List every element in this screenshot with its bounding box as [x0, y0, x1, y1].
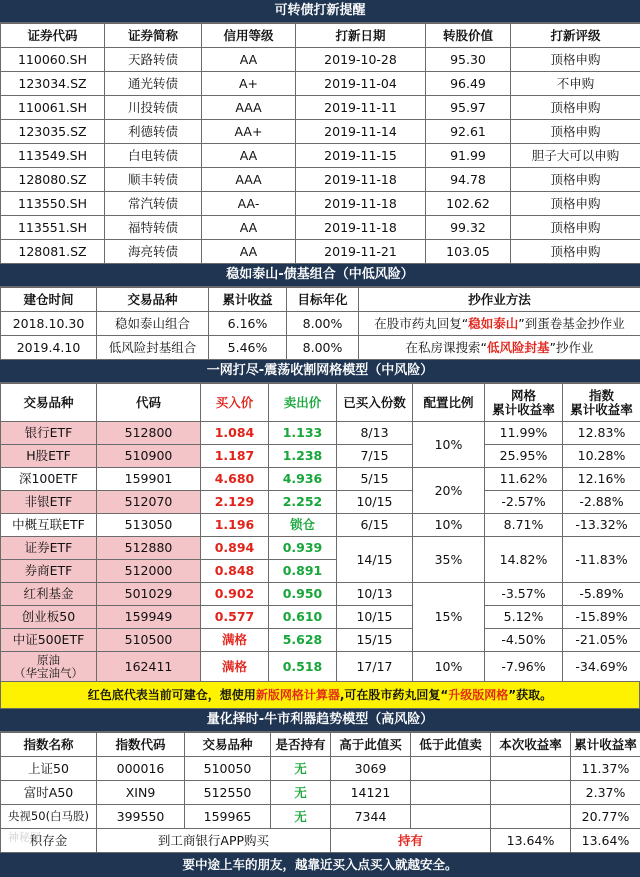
table-cell: 3069	[331, 757, 411, 781]
table-cell: 顶格申购	[511, 192, 640, 216]
table-cell: 159949	[97, 606, 201, 629]
table-row	[1, 829, 640, 853]
table-cell: -2.57%	[485, 491, 563, 514]
col-header: 网格 累计收益率	[485, 384, 563, 422]
table-cell	[411, 805, 491, 829]
table-row	[1, 468, 640, 491]
table-cell: 14/15	[337, 537, 413, 583]
table-cell: 501029	[97, 583, 201, 606]
bond-fund-table	[0, 287, 640, 360]
table-cell: 103.05	[426, 240, 511, 264]
table-row	[1, 192, 640, 216]
table-row	[1, 445, 640, 468]
watermark: 神秘网	[8, 829, 41, 845]
table-cell: 1.238	[269, 445, 337, 468]
table-cell: AA	[202, 216, 296, 240]
table-cell: 非银ETF	[1, 491, 97, 514]
col-header: 累计收益	[209, 288, 287, 312]
table-cell: 不申购	[511, 72, 640, 96]
trend-model-table	[0, 732, 640, 853]
table-row	[1, 96, 640, 120]
table-cell: 券商ETF	[1, 560, 97, 583]
table-row	[1, 514, 640, 537]
table-cell: 20.77%	[571, 805, 640, 829]
col-header: 本次收益率	[491, 733, 571, 757]
table-row	[1, 72, 640, 96]
convertible-bond-table	[0, 23, 640, 264]
table-cell: 中概互联ETF	[1, 514, 97, 537]
table-cell: 25.95%	[485, 445, 563, 468]
table-cell: 红利基金	[1, 583, 97, 606]
table-cell: 白电转债	[105, 144, 202, 168]
note-text: 红色底代表当前可建仓，想使用	[88, 688, 256, 702]
table-cell: 6.16%	[209, 312, 287, 336]
table-cell: 11.37%	[571, 757, 640, 781]
table-cell: 10/13	[337, 583, 413, 606]
grid-model-title: 一网打尽-震荡收割网格模型（中风险）	[0, 360, 640, 383]
table-cell: 91.99	[426, 144, 511, 168]
table-cell: 持有	[331, 829, 491, 853]
table-cell: 113549.SH	[1, 144, 105, 168]
table-cell: AA	[202, 48, 296, 72]
table-row	[1, 422, 640, 445]
table-cell: -3.57%	[485, 583, 563, 606]
table-cell: 深100ETF	[1, 468, 97, 491]
table-row	[1, 652, 640, 682]
table-header-row	[1, 733, 640, 757]
col-header: 转股价值	[426, 24, 511, 48]
table-cell: 8.00%	[287, 312, 359, 336]
table-cell: 12.83%	[563, 422, 640, 445]
col-header: 打新评级	[511, 24, 640, 48]
table-cell: 110061.SH	[1, 96, 105, 120]
table-cell: 2.129	[201, 491, 269, 514]
col-header: 是否持有	[271, 733, 331, 757]
table-cell: 10.28%	[563, 445, 640, 468]
table-cell: 通光转债	[105, 72, 202, 96]
table-cell: 5.46%	[209, 336, 287, 360]
col-header: 抄作业方法	[359, 288, 640, 312]
table-cell: 2018.10.30	[1, 312, 97, 336]
table-cell: 94.78	[426, 168, 511, 192]
table-cell: 富时A50	[1, 781, 97, 805]
table-cell: 4.680	[201, 468, 269, 491]
table-row	[1, 312, 640, 336]
grid-note	[0, 682, 640, 709]
table-row	[1, 805, 640, 829]
table-cell: 512000	[97, 560, 201, 583]
table-cell: 利德转债	[105, 120, 202, 144]
table-cell: 92.61	[426, 120, 511, 144]
table-cell: 川投转债	[105, 96, 202, 120]
table-cell: 510900	[97, 445, 201, 468]
table-cell	[491, 757, 571, 781]
method-highlight: 稳如泰山	[468, 316, 518, 331]
note-text: ”获取。	[508, 688, 552, 702]
table-header-row	[1, 288, 640, 312]
table-cell: 513050	[97, 514, 201, 537]
table-cell: 1.187	[201, 445, 269, 468]
table-cell: 8.00%	[287, 336, 359, 360]
table-cell: 银行ETF	[1, 422, 97, 445]
table-cell: 到工商银行APP购买	[97, 829, 331, 853]
convertible-bond-title: 可转债打新提醒	[0, 0, 640, 23]
table-cell: 积存金	[1, 829, 97, 853]
table-row	[1, 583, 640, 606]
table-cell: 原油 （华宝油气）	[1, 652, 97, 682]
table-row	[1, 144, 640, 168]
grid-model-table	[0, 383, 640, 682]
col-header: 建仓时间	[1, 288, 97, 312]
col-header: 打新日期	[296, 24, 426, 48]
col-header: 买入价	[201, 384, 269, 422]
table-cell: 中证500ETF	[1, 629, 97, 652]
table-cell: 顺丰转债	[105, 168, 202, 192]
table-cell: 2019-11-11	[296, 96, 426, 120]
table-cell: 99.32	[426, 216, 511, 240]
table-row	[1, 120, 640, 144]
col-header: 交易品种	[185, 733, 271, 757]
col-header: 证券代码	[1, 24, 105, 48]
table-row	[1, 757, 640, 781]
table-cell: 512070	[97, 491, 201, 514]
table-cell: 2.252	[269, 491, 337, 514]
table-cell: 0.848	[201, 560, 269, 583]
table-cell: 110060.SH	[1, 48, 105, 72]
table-cell: 95.97	[426, 96, 511, 120]
col-header: 代码	[97, 384, 201, 422]
table-cell: 2019-11-04	[296, 72, 426, 96]
table-cell	[491, 781, 571, 805]
table-cell: 顶格申购	[511, 168, 640, 192]
table-cell: -5.89%	[563, 583, 640, 606]
table-cell: -15.89%	[563, 606, 640, 629]
table-cell: 13.64%	[571, 829, 640, 853]
table-row	[1, 491, 640, 514]
table-cell: 福特转债	[105, 216, 202, 240]
col-header: 高于此值买	[331, 733, 411, 757]
table-cell: 0.577	[201, 606, 269, 629]
table-cell: AA	[202, 240, 296, 264]
table-cell: 5/15	[337, 468, 413, 491]
col-header: 卖出价	[269, 384, 337, 422]
table-cell: 顶格申购	[511, 240, 640, 264]
table-cell: 0.894	[201, 537, 269, 560]
table-cell: -13.32%	[563, 514, 640, 537]
table-cell: 1.133	[269, 422, 337, 445]
table-cell: -7.96%	[485, 652, 563, 682]
table-cell: 顶格申购	[511, 216, 640, 240]
table-cell: AA	[202, 144, 296, 168]
table-cell: 13.64%	[491, 829, 571, 853]
table-row	[1, 48, 640, 72]
table-cell: 6/15	[337, 514, 413, 537]
table-cell: 8.71%	[485, 514, 563, 537]
table-cell: 17/17	[337, 652, 413, 682]
table-cell: 顶格申购	[511, 48, 640, 72]
col-header: 已买入份数	[337, 384, 413, 422]
table-cell: 5.628	[269, 629, 337, 652]
table-cell: AAA	[202, 96, 296, 120]
table-cell	[411, 757, 491, 781]
table-cell: 创业板50	[1, 606, 97, 629]
table-cell: 无	[271, 805, 331, 829]
method-text: ”抄作业	[550, 340, 594, 355]
table-row	[1, 537, 640, 560]
table-cell: 0.950	[269, 583, 337, 606]
table-cell: 上证50	[1, 757, 97, 781]
table-cell: 159901	[97, 468, 201, 491]
table-cell: 15%	[413, 583, 485, 652]
col-header: 低于此值卖	[411, 733, 491, 757]
table-cell: 4.936	[269, 468, 337, 491]
note-text: ,可在股市药丸回复“	[340, 688, 448, 702]
table-cell: 0.891	[269, 560, 337, 583]
footer-banner: 要中途上车的朋友，越靠近买入点买入就越安全。	[0, 853, 640, 877]
table-cell: -21.05%	[563, 629, 640, 652]
col-header: 证券简称	[105, 24, 202, 48]
table-cell: 满格	[201, 629, 269, 652]
table-cell: 低风险封基组合	[97, 336, 209, 360]
table-cell: 无	[271, 757, 331, 781]
table-cell: 天路转债	[105, 48, 202, 72]
table-cell	[411, 781, 491, 805]
table-cell: 14121	[331, 781, 411, 805]
table-cell: 399550	[97, 805, 185, 829]
table-cell: AAA	[202, 168, 296, 192]
col-header: 信用等级	[202, 24, 296, 48]
col-header: 指数名称	[1, 733, 97, 757]
table-cell: 512800	[97, 422, 201, 445]
table-cell: 海亮转债	[105, 240, 202, 264]
table-cell: A+	[202, 72, 296, 96]
table-cell: 央视50(白马股)	[1, 805, 97, 829]
table-cell: 14.82%	[485, 537, 563, 583]
table-cell: 顶格申购	[511, 96, 640, 120]
table-cell: 胆子大可以申购	[511, 144, 640, 168]
table-cell: 7/15	[337, 445, 413, 468]
col-header: 指数 累计收益率	[563, 384, 640, 422]
table-cell: 102.62	[426, 192, 511, 216]
method-highlight: 低风险封基	[487, 340, 550, 355]
table-cell: 128080.SZ	[1, 168, 105, 192]
table-cell: 20%	[413, 468, 485, 514]
table-cell: 0.939	[269, 537, 337, 560]
table-cell: H股ETF	[1, 445, 97, 468]
table-cell: 123035.SZ	[1, 120, 105, 144]
table-cell: 113551.SH	[1, 216, 105, 240]
table-cell	[359, 336, 640, 360]
table-cell: AA+	[202, 120, 296, 144]
table-cell: 无	[271, 781, 331, 805]
table-header-row	[1, 24, 640, 48]
table-header-row	[1, 384, 640, 422]
method-text: 在股市药丸回复“	[374, 316, 468, 331]
table-cell: 000016	[97, 757, 185, 781]
method-text: 在私房课搜索“	[406, 340, 487, 355]
table-cell: 113550.SH	[1, 192, 105, 216]
table-cell: 顶格申购	[511, 120, 640, 144]
table-row	[1, 216, 640, 240]
table-cell: 10%	[413, 652, 485, 682]
table-row	[1, 781, 640, 805]
table-cell: 8/13	[337, 422, 413, 445]
table-cell: 162411	[97, 652, 201, 682]
trend-model-title: 量化择时-牛市利器趋势模型（高风险）	[0, 709, 640, 732]
col-header: 交易品种	[97, 288, 209, 312]
table-cell: 0.902	[201, 583, 269, 606]
table-cell: 159965	[185, 805, 271, 829]
table-cell: 95.30	[426, 48, 511, 72]
table-cell: AA-	[202, 192, 296, 216]
table-cell: -34.69%	[563, 652, 640, 682]
col-header: 指数代码	[97, 733, 185, 757]
table-cell: 512880	[97, 537, 201, 560]
table-row	[1, 168, 640, 192]
table-cell: 35%	[413, 537, 485, 583]
table-cell: 96.49	[426, 72, 511, 96]
table-cell: 12.16%	[563, 468, 640, 491]
col-header: 配置比例	[413, 384, 485, 422]
table-cell: 10/15	[337, 606, 413, 629]
table-cell: 2019-11-14	[296, 120, 426, 144]
table-cell: 2019-11-21	[296, 240, 426, 264]
table-cell: 2.37%	[571, 781, 640, 805]
table-cell: 锁仓	[269, 514, 337, 537]
table-cell: XIN9	[97, 781, 185, 805]
table-cell: 15/15	[337, 629, 413, 652]
table-row	[1, 629, 640, 652]
table-cell: 10%	[413, 514, 485, 537]
col-header: 目标年化	[287, 288, 359, 312]
table-cell: 510500	[97, 629, 201, 652]
table-cell: -4.50%	[485, 629, 563, 652]
table-row	[1, 240, 640, 264]
bond-fund-title: 稳如泰山-债基组合（中低风险）	[0, 264, 640, 287]
note-highlight: 新版网格计算器	[256, 688, 340, 702]
table-cell: 2019-11-18	[296, 216, 426, 240]
table-cell: 2019-11-18	[296, 192, 426, 216]
table-cell: 11.62%	[485, 468, 563, 491]
table-cell: 满格	[201, 652, 269, 682]
table-cell: 2019-11-15	[296, 144, 426, 168]
col-header: 累计收益率	[571, 733, 640, 757]
table-cell: 10%	[413, 422, 485, 468]
method-text: ”到蛋卷基金抄作业	[518, 316, 624, 331]
table-cell: 7344	[331, 805, 411, 829]
table-cell: 2019.4.10	[1, 336, 97, 360]
table-cell: 510050	[185, 757, 271, 781]
table-cell: 5.12%	[485, 606, 563, 629]
table-cell: 11.99%	[485, 422, 563, 445]
table-cell: 1.084	[201, 422, 269, 445]
table-cell: 123034.SZ	[1, 72, 105, 96]
table-cell: 证券ETF	[1, 537, 97, 560]
table-cell: -11.83%	[563, 537, 640, 583]
table-cell	[491, 805, 571, 829]
table-row	[1, 336, 640, 360]
col-header: 交易品种	[1, 384, 97, 422]
table-cell: 512550	[185, 781, 271, 805]
table-cell: 1.196	[201, 514, 269, 537]
table-cell: 10/15	[337, 491, 413, 514]
table-cell: 稳如泰山组合	[97, 312, 209, 336]
table-cell: 0.610	[269, 606, 337, 629]
table-cell: 2019-10-28	[296, 48, 426, 72]
table-cell: 2019-11-18	[296, 168, 426, 192]
note-highlight: 升级版网格	[448, 688, 508, 702]
table-cell: 128081.SZ	[1, 240, 105, 264]
table-cell: -2.88%	[563, 491, 640, 514]
table-row	[1, 606, 640, 629]
table-cell: 0.518	[269, 652, 337, 682]
table-cell	[359, 312, 640, 336]
table-cell: 常汽转债	[105, 192, 202, 216]
